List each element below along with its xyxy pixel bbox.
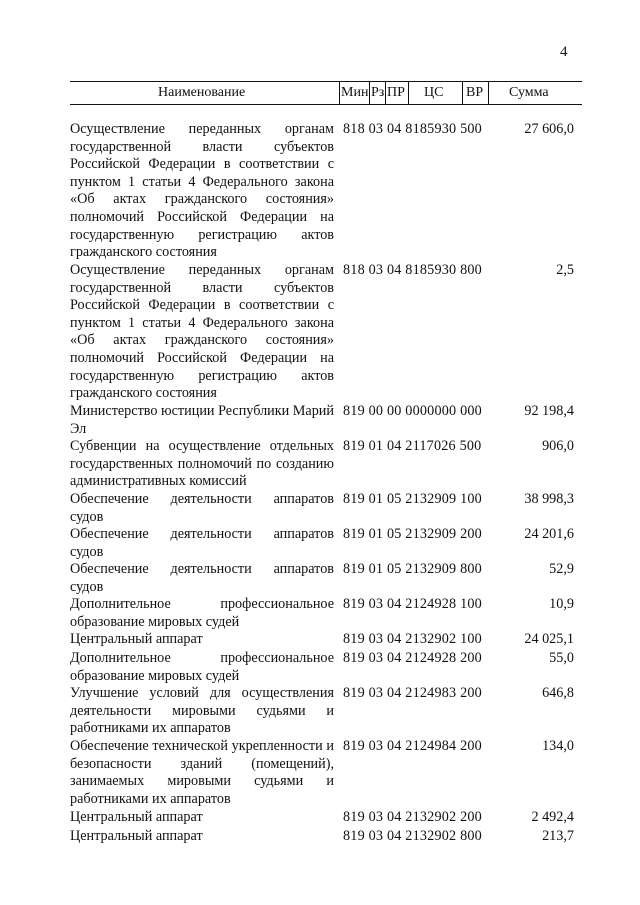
row-name: Центральный аппарат <box>70 809 203 825</box>
row-name: Обеспечение деятельности аппаратов судов <box>70 491 334 525</box>
row-name: Обеспечение технической укрепленности и безопасности зданий (помещений), занимаемых мировыми судьями и работниками их аппаратов <box>70 738 334 807</box>
row-sum: 38 998,3 <box>524 491 574 507</box>
row-sum: 213,7 <box>542 828 574 844</box>
row-name: Осуществление переданных органам государственной власти субъектов Российской Федерации в соответствии с пунктом 1 статьи 4 Федерального закона «Об актах гражданского состояния» полномочий Российской Федерации на государственную регистрацию актов гражданского состояния <box>70 262 334 402</box>
header-sum: Сумма <box>509 85 549 100</box>
header-name: Наименование <box>158 85 246 100</box>
row-code: 819 03 04 2124928 200 <box>343 650 482 666</box>
row-code: 819 03 04 2132902 200 <box>343 809 482 825</box>
row-sum: 2,5 <box>556 262 574 278</box>
row-sum: 906,0 <box>542 438 574 454</box>
row-sum: 24 025,1 <box>524 631 574 647</box>
row-sum: 134,0 <box>542 738 574 754</box>
row-sum: 55,0 <box>549 650 574 666</box>
row-sum: 646,8 <box>542 685 574 701</box>
row-sum: 24 201,6 <box>524 526 574 542</box>
header-divider <box>339 82 340 104</box>
row-name: Дополнительное профессиональное образование мировых судей <box>70 596 334 630</box>
header-divider <box>369 82 370 104</box>
row-sum: 2 492,4 <box>531 809 574 825</box>
row-code: 819 01 04 2117026 500 <box>343 438 482 454</box>
row-name: Улучшение условий для осуществления деятельности мировыми судьями и работниками их аппаратов <box>70 685 334 737</box>
row-name: Осуществление переданных органам государственной власти субъектов Российской Федерации в соответствии с пунктом 1 статьи 4 Федерального закона «Об актах гражданского состояния» полномочий Российской Федерации на государственную регистрацию актов гражданского состояния <box>70 121 334 261</box>
header-vr: ВР <box>466 85 484 100</box>
row-sum: 52,9 <box>549 561 574 577</box>
row-code: 818 03 04 8185930 500 <box>343 121 482 137</box>
header-divider <box>488 82 489 104</box>
page-number: 4 <box>560 44 568 60</box>
header-divider <box>385 82 386 104</box>
header-cs: ЦС <box>424 85 444 100</box>
row-code: 819 03 04 2124983 200 <box>343 685 482 701</box>
row-code: 819 03 04 2124928 100 <box>343 596 482 612</box>
row-name: Министерство юстиции Республики Марий Эл <box>70 403 334 437</box>
header-divider <box>462 82 463 104</box>
row-code: 819 03 04 2124984 200 <box>343 738 482 754</box>
header-bottom-rule <box>70 104 582 105</box>
table-header <box>70 82 582 104</box>
row-name: Субвенции на осуществление отдельных государственных полномочий по созданию административных комиссий <box>70 438 334 490</box>
row-code: 819 01 05 2132909 200 <box>343 526 482 542</box>
row-name: Обеспечение деятельности аппаратов судов <box>70 561 334 595</box>
row-name: Дополнительное профессиональное образование мировых судей <box>70 650 334 684</box>
header-pr: ПР <box>387 85 405 100</box>
row-sum: 10,9 <box>549 596 574 612</box>
row-name: Центральный аппарат <box>70 828 203 844</box>
row-code: 818 03 04 8185930 800 <box>343 262 482 278</box>
row-code: 819 01 05 2132909 100 <box>343 491 482 507</box>
row-name: Обеспечение деятельности аппаратов судов <box>70 526 334 560</box>
header-rz: Рз <box>371 85 385 100</box>
header-divider <box>408 82 409 104</box>
row-name: Центральный аппарат <box>70 631 203 647</box>
row-sum: 27 606,0 <box>524 121 574 137</box>
row-sum: 92 198,4 <box>524 403 574 419</box>
row-code: 819 00 00 0000000 000 <box>343 403 482 419</box>
row-code: 819 03 04 2132902 800 <box>343 828 482 844</box>
row-code: 819 01 05 2132909 800 <box>343 561 482 577</box>
header-min: Мин <box>341 85 369 100</box>
row-code: 819 03 04 2132902 100 <box>343 631 482 647</box>
